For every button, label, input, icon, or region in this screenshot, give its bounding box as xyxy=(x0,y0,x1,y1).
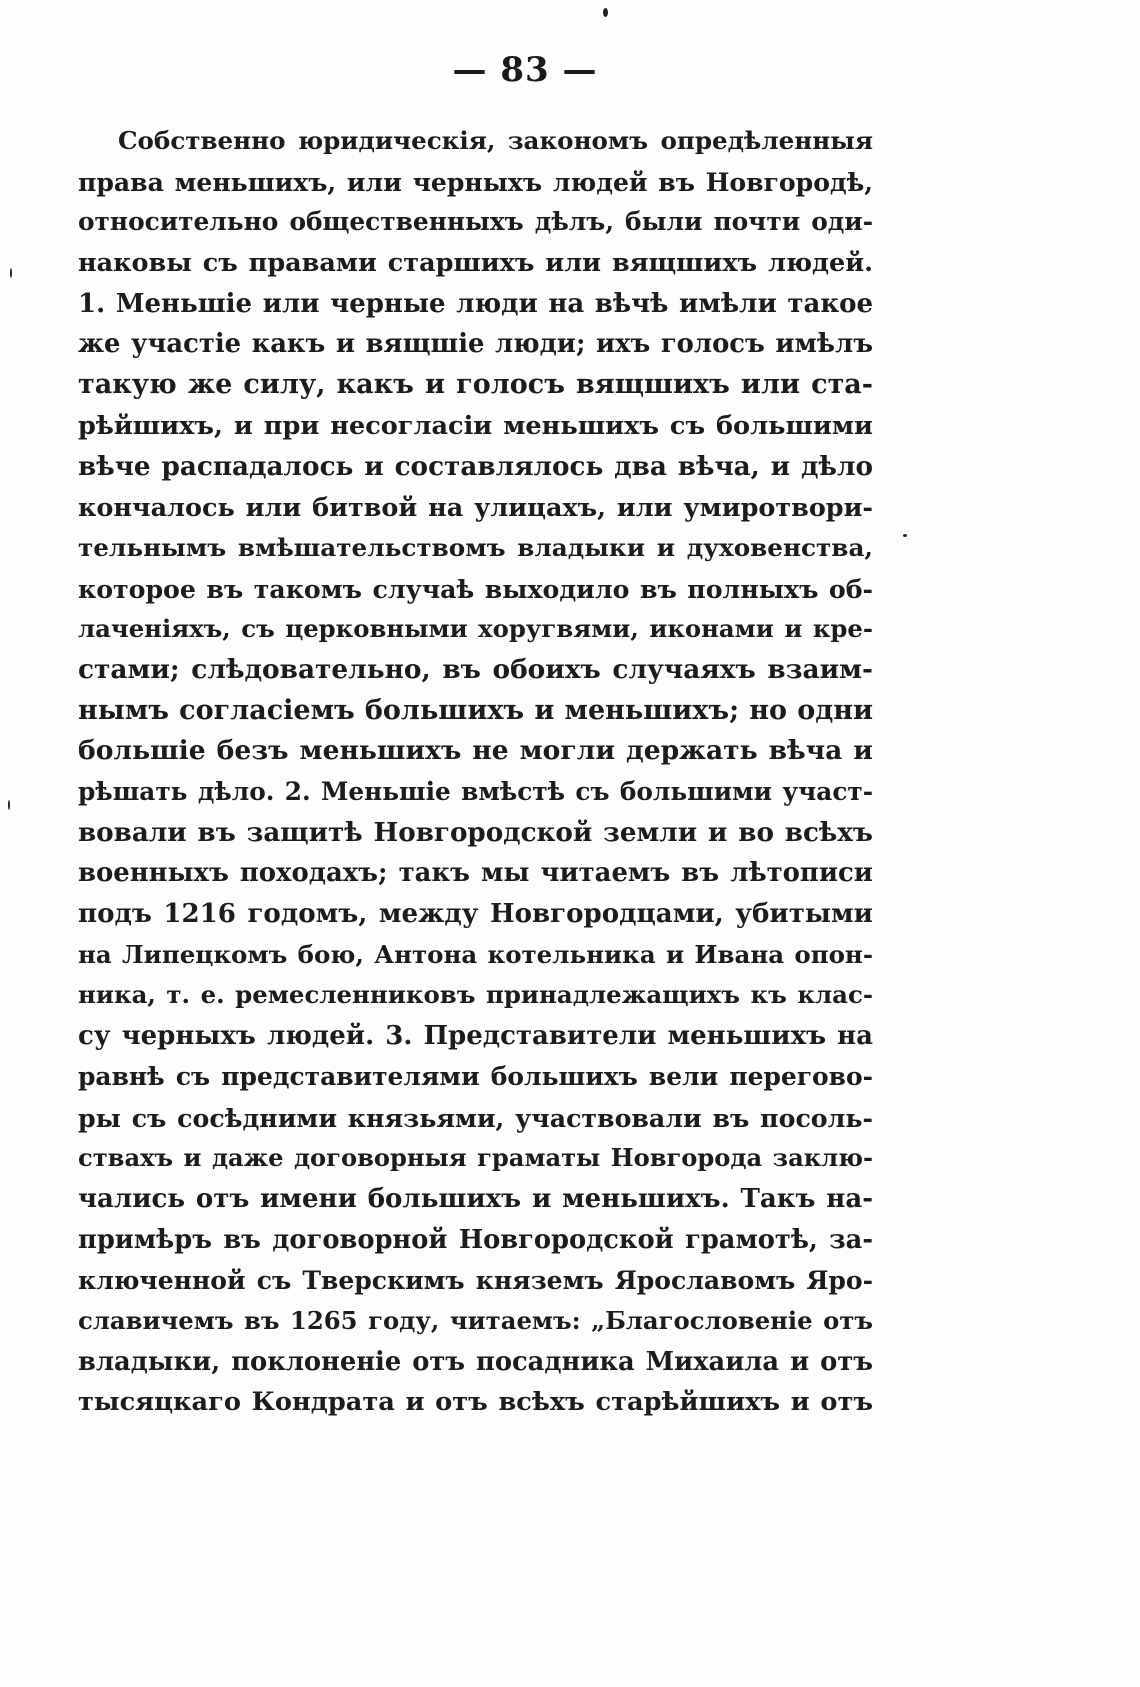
text-line: на Липецкомъ бою, Антона котельника и Ивана опон- xyxy=(78,939,873,969)
ink-speck xyxy=(903,534,907,537)
text-line: Собственно юридическія, закономъ опредѣленныя xyxy=(118,126,873,155)
page-number: — 83 — xyxy=(452,50,598,90)
text-line: ника, т. е. ремесленниковъ принадлежащихъ къ клас- xyxy=(78,980,873,1010)
ink-speck xyxy=(603,8,608,17)
text-line: тысяцкаго Кондрата и отъ всѣхъ старѣйшихъ и отъ xyxy=(78,1387,873,1418)
text-line: рѣйшихъ, и при несогласіи меньшихъ съ большими xyxy=(78,410,873,441)
text-line: права меньшихъ, или черныхъ людей въ Новгородѣ, xyxy=(78,166,873,197)
text-line: вѣче распадалось и составлялось два вѣча, и дѣло xyxy=(78,450,873,482)
text-line: ры съ сосѣдними князьями, участвовали въ посоль- xyxy=(78,1102,873,1133)
text-line: такую же силу, какъ и голосъ вящшихъ или ста- xyxy=(78,369,873,401)
ink-speck xyxy=(8,800,10,810)
text-line: чались отъ имени большихъ и меньшихъ. Такъ на- xyxy=(78,1183,873,1214)
text-line: 1. Меньшіе или черные люди на вѣчѣ имѣли такое xyxy=(78,288,873,319)
ink-speck xyxy=(10,268,12,278)
text-line: равнѣ съ представителями большихъ вели перегово- xyxy=(78,1061,873,1091)
text-line: военныхъ походахъ; такъ мы читаемъ въ лѣтописи xyxy=(78,858,873,889)
body-text xyxy=(78,121,873,1423)
text-line: тельнымъ вмѣшательствомъ владыки и духовенства, xyxy=(78,532,873,562)
text-line: большіе безъ меньшихъ не могли держать вѣча и xyxy=(78,735,873,767)
text-line: нымъ согласіемъ большихъ и меньшихъ; но одни xyxy=(78,694,873,726)
text-line: ключенной съ Тверскимъ княземъ Ярославомъ Яро- xyxy=(78,1265,873,1296)
text-line: славичемъ въ 1265 году, читаемъ: „Благословеніе отъ xyxy=(78,1305,873,1335)
text-line: ствахъ и даже договорныя граматы Новгорода заклю- xyxy=(78,1143,873,1173)
text-line: относительно общественныхъ дѣлъ, были почти оди- xyxy=(78,207,873,237)
text-line: же участіе какъ и вящшіе люди; ихъ голосъ имѣлъ xyxy=(78,329,873,360)
text-line: которое въ такомъ случаѣ выходило въ полныхъ об- xyxy=(78,573,873,604)
text-line: рѣшать дѣло. 2. Меньшіе вмѣстѣ съ большими участ- xyxy=(78,777,873,806)
text-line: су черныхъ людей. 3. Представители меньшихъ на xyxy=(78,1021,873,1052)
text-line: владыки, поклоненіе отъ посадника Михаила и отъ xyxy=(78,1346,873,1377)
text-line: вовали въ защитѣ Новгородской земли и во всѣхъ xyxy=(78,816,873,848)
text-line: кончалось или битвой на улицахъ, или умиротвори- xyxy=(78,492,873,523)
text-line: наковы съ правами старшихъ или вящшихъ людей. xyxy=(78,248,873,279)
text-line: подъ 1216 годомъ, между Новгородцами, убитыми xyxy=(78,899,873,930)
text-line: примѣръ въ договорной Новгородской грамотѣ, за- xyxy=(78,1224,873,1255)
text-line: лаченіяхъ, съ церковными хоругвями, иконами и кре- xyxy=(78,614,873,644)
text-line: стами; слѣдовательно, въ обоихъ случаяхъ взаим- xyxy=(78,653,873,685)
